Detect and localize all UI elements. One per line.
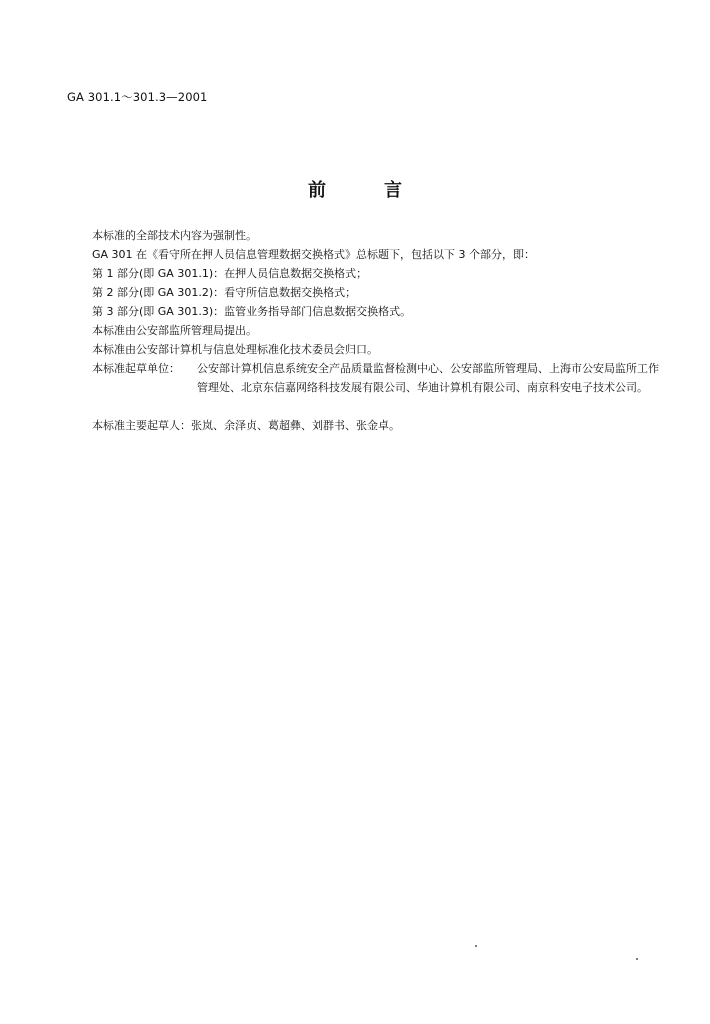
standard-code: GA 301.1～301.3—2001 (67, 90, 208, 104)
paragraph-part-1: 第 1 部分(即 GA 301.1)：在押人员信息数据交换格式； (92, 267, 368, 280)
page-title: 前言 (308, 180, 460, 201)
drafting-units-label: 本标准起草单位： (92, 362, 180, 375)
paragraph-drafters: 本标准主要起草人：张岚、余泽贞、葛超彝、刘群书、张金卓。 (92, 419, 400, 432)
paragraph-overview: GA 301 在《看守所在押人员信息管理数据交换格式》总标题下，包括以下 3 个部分，即： (92, 248, 536, 261)
paragraph-part-2: 第 2 部分(即 GA 301.2)：看守所信息数据交换格式； (92, 286, 357, 299)
paragraph-part-3: 第 3 部分(即 GA 301.3)：监管业务指导部门信息数据交换格式。 (92, 305, 412, 318)
scan-speck (475, 945, 477, 947)
drafting-units-list: 公安部计算机信息系统安全产品质量监督检测中心、公安部监所管理局、上海市公安局监所工作管理处、北京东信嘉网络科技发展有限公司、华迪计算机有限公司、南京科安电子技术公司。 (197, 362, 659, 394)
paragraph-mandatory: 本标准的全部技术内容为强制性。 (92, 229, 257, 242)
paragraph-centralized-by: 本标准由公安部计算机与信息处理标准化技术委员会归口。 (92, 343, 378, 356)
paragraph-proposed-by: 本标准由公安部监所管理局提出。 (92, 324, 257, 337)
scan-speck (636, 958, 638, 960)
